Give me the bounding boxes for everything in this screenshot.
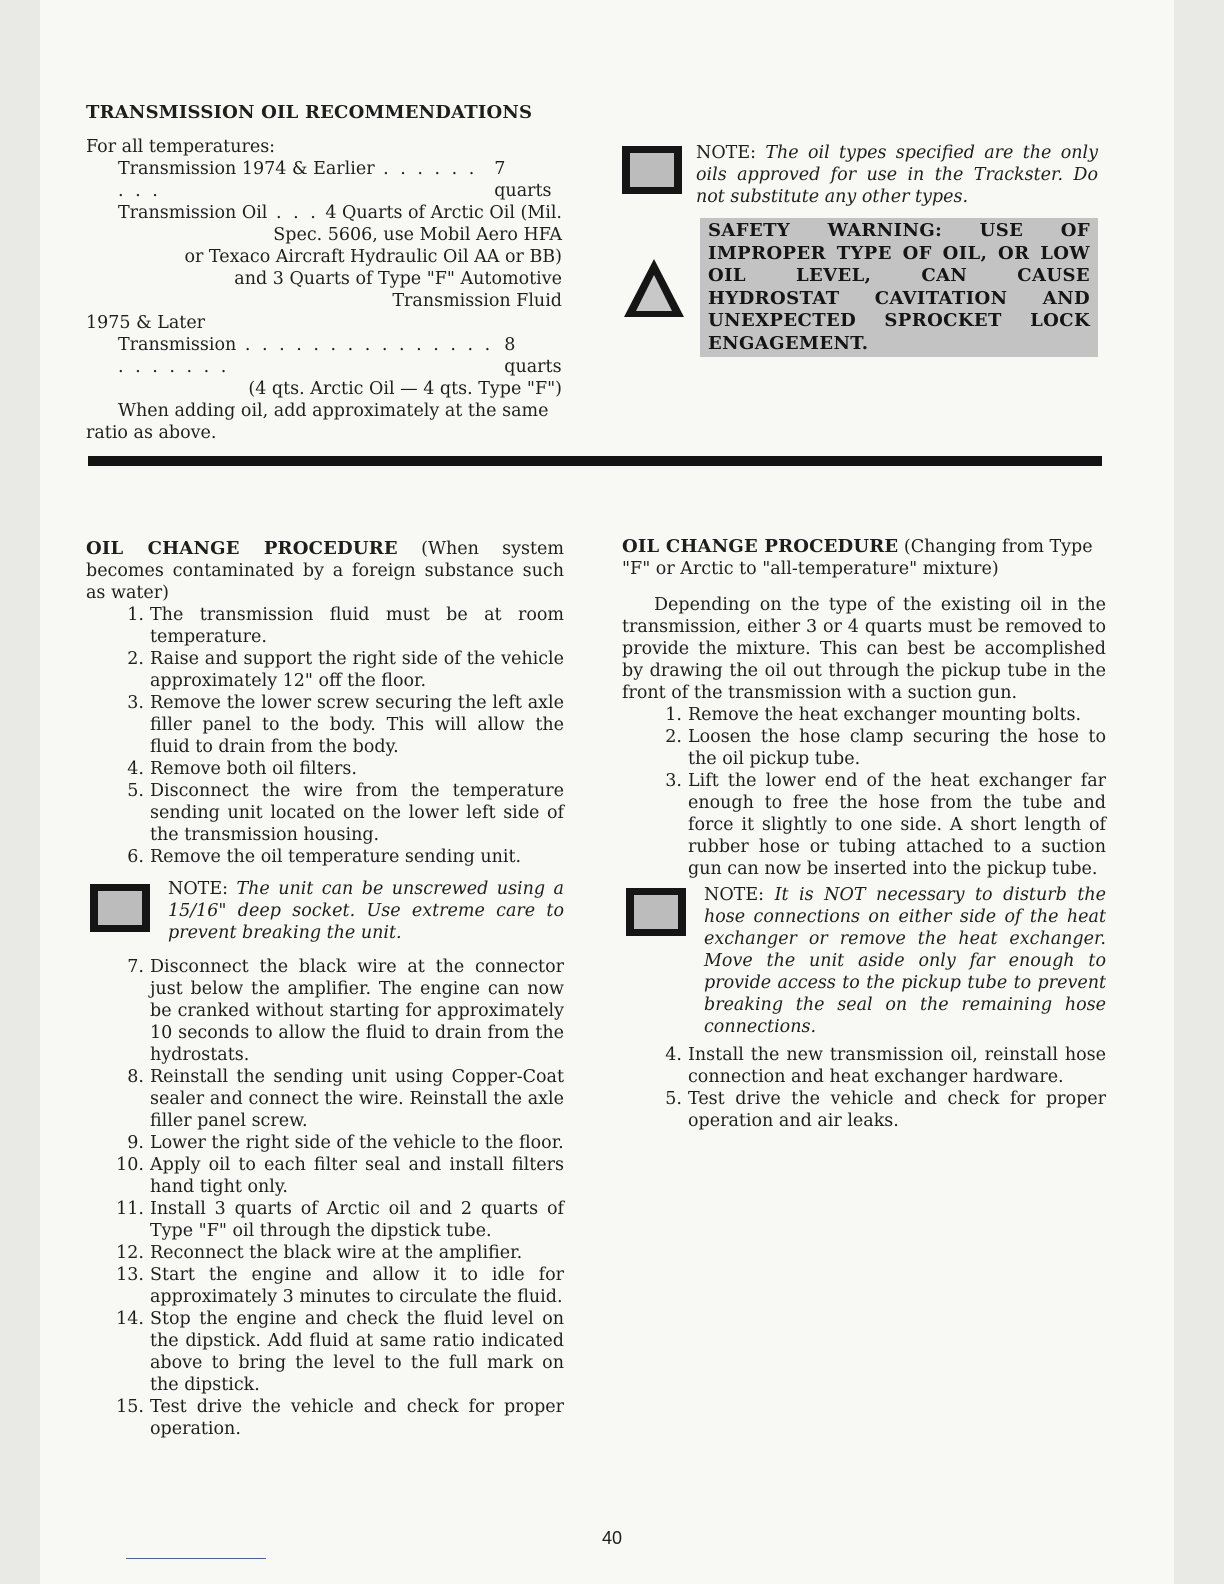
step-text: Reconnect the black wire at the amplifier. xyxy=(150,1243,523,1263)
procedure-subtitle: (Changing from Type "F" or Arctic to "all-temperature" mixture) xyxy=(622,537,1093,579)
spec-detail: or Texaco Aircraft Hydraulic Oil AA or BB) xyxy=(184,247,562,267)
step-number: 4. xyxy=(665,1045,682,1065)
oil-change-procedure-mixture xyxy=(622,536,1106,1132)
note-icon xyxy=(622,146,682,194)
note xyxy=(626,884,1106,1038)
spec-detail: (4 qts. Arctic Oil — 4 qts. Type "F") xyxy=(248,379,562,399)
spec-row-1975: Transmission . . . . . . . . . . . . . . . . . . . . . . 8 quarts xyxy=(118,335,562,377)
step-text: Raise and support the right side of the vehicle approximately 12" off the floor. xyxy=(150,649,564,691)
step-item xyxy=(622,726,1106,770)
step-item xyxy=(622,704,1106,726)
spec-detail: Transmission Fluid xyxy=(392,291,562,311)
step-text: Lower the right side of the vehicle to the floor. xyxy=(150,1133,564,1153)
step-item xyxy=(86,758,564,780)
adding-text-1: When adding oil, add approximately at the same xyxy=(118,401,549,421)
step-item xyxy=(86,846,564,868)
step-number: 13. xyxy=(116,1265,144,1285)
note-label: NOTE: xyxy=(696,143,766,163)
step-list xyxy=(86,604,564,868)
step-text: Remove the lower screw securing the left axle filler panel to the body. This will allow the fluid to drain from the body. xyxy=(150,693,564,757)
procedure-subtitle: (When system becomes contaminated by a foreign substance such as water) xyxy=(86,539,564,603)
step-number: 1. xyxy=(127,605,144,625)
step-item xyxy=(86,692,564,758)
step-list xyxy=(622,704,1106,880)
note-label: NOTE: xyxy=(168,879,237,899)
procedure-heading: OIL CHANGE PROCEDURE xyxy=(622,536,899,557)
spec-value: 7 quarts xyxy=(494,159,552,201)
step-number: 11. xyxy=(116,1199,144,1219)
note-text: It is NOT necessary to disturb the hose connections on either side of the heat exchanger or remove the heat exchanger. Move the unit aside only far enough to provide access to the pickup tube to prevent breaking the seal on the remaining hose connections. xyxy=(704,885,1106,1037)
adding-text-2: ratio as above. xyxy=(86,423,217,443)
step-item xyxy=(86,1264,564,1308)
step-text: Loosen the hose clamp securing the hose to the oil pickup tube. xyxy=(688,727,1106,769)
page-number: 40 xyxy=(601,1528,623,1548)
step-list xyxy=(86,956,564,1440)
step-list xyxy=(622,1044,1106,1132)
year-label: 1975 & Later xyxy=(86,313,206,333)
spec-value: 4 Quarts of Arctic Oil (Mil. xyxy=(325,203,562,223)
step-item xyxy=(86,1198,564,1242)
step-text: Install the new transmission oil, reinstall hose connection and heat exchanger hardware. xyxy=(688,1045,1106,1087)
step-text: Disconnect the black wire at the connector just below the amplifier. The engine can now be cranked without starting for approximately 10 seconds to allow the fluid to drain from the hydrostats. xyxy=(150,957,564,1065)
step-item xyxy=(86,780,564,846)
step-number: 15. xyxy=(116,1397,144,1417)
oil-change-procedure-contamination xyxy=(86,538,564,1440)
step-item xyxy=(86,956,564,1066)
step-item xyxy=(86,1308,564,1396)
procedure-heading: OIL CHANGE PROCEDURE xyxy=(86,538,398,559)
step-number: 5. xyxy=(665,1089,682,1109)
procedure-intro: Depending on the type of the existing oil in the transmission, either 3 or 4 quarts must be removed to provide the mixture. This can best be accomplished by drawing the oil out through the pickup tube in the front of the transmission with a suction gun. xyxy=(622,595,1106,703)
step-number: 1. xyxy=(665,705,682,725)
step-text: Remove both oil filters. xyxy=(150,759,357,779)
step-text: Apply oil to each filter seal and install filters hand tight only. xyxy=(150,1155,564,1197)
step-number: 12. xyxy=(116,1243,144,1263)
step-number: 5. xyxy=(127,781,144,801)
step-text: Test drive the vehicle and check for proper operation and air leaks. xyxy=(688,1089,1106,1131)
warning-text: SAFETY WARNING: USE OF IMPROPER TYPE OF OIL, OR LOW OIL LEVEL, CAN CAUSE HYDROSTAT CAVITATION AND UNEXPECTED SPROCKET LOCK ENGAGEMENT. xyxy=(700,218,1098,357)
step-number: 4. xyxy=(127,759,144,779)
note-label: NOTE: xyxy=(704,885,775,905)
step-item xyxy=(86,1242,564,1264)
spec-row-oil: Transmission Oil . . . 4 Quarts of Arctic Oil (Mil. xyxy=(118,203,562,223)
step-item xyxy=(622,1044,1106,1088)
step-text: Lift the lower end of the heat exchanger far enough to free the hose from the tube and force it slightly to one side. A short length of rubber hose or tubing attached to a suction gun can now be inserted into the pickup tube. xyxy=(688,771,1106,879)
step-number: 2. xyxy=(665,727,682,747)
note-text: The oil types specified are the only oils approved for use in the Trackster. Do not substitute any other types. xyxy=(696,143,1098,207)
step-item xyxy=(86,1396,564,1440)
intro-text: For all temperatures: xyxy=(86,137,276,157)
step-item xyxy=(86,604,564,648)
spec-detail: Spec. 5606, use Mobil Aero HFA xyxy=(273,225,562,245)
step-item xyxy=(622,770,1106,880)
step-text: Start the engine and allow it to idle for approximately 3 minutes to circulate the fluid. xyxy=(150,1265,564,1307)
step-text: Test drive the vehicle and check for proper operation. xyxy=(150,1397,564,1439)
step-text: Remove the oil temperature sending unit. xyxy=(150,847,522,867)
step-item xyxy=(86,648,564,692)
step-item xyxy=(622,1088,1106,1132)
step-number: 10. xyxy=(116,1155,144,1175)
oil-types-note-block xyxy=(622,142,1098,357)
transmission-oil-recommendations xyxy=(86,102,562,444)
step-number: 6. xyxy=(127,847,144,867)
note-text: The unit can be unscrewed using a 15/16" deep socket. Use extreme care to prevent breaking the unit. xyxy=(168,879,564,943)
footer-link-line xyxy=(126,1558,266,1559)
spec-label: Transmission 1974 & Earlier xyxy=(118,159,375,179)
step-number: 9. xyxy=(127,1133,144,1153)
note-icon xyxy=(626,888,686,936)
procedure-title xyxy=(86,538,564,604)
step-text: Install 3 quarts of Arctic oil and 2 quarts of Type "F" oil through the dipstick tube. xyxy=(150,1199,564,1241)
step-number: 3. xyxy=(127,693,144,713)
step-number: 2. xyxy=(127,649,144,669)
step-number: 8. xyxy=(127,1067,144,1087)
spec-detail: and 3 Quarts of Type "F" Automotive xyxy=(234,269,562,289)
step-item xyxy=(86,1066,564,1132)
step-text: Reinstall the sending unit using Copper-Coat sealer and connect the wire. Reinstall the axle filler panel screw. xyxy=(150,1067,564,1131)
step-item xyxy=(86,1132,564,1154)
warning-triangle-icon xyxy=(622,257,686,319)
note xyxy=(90,878,564,944)
spec-label: Transmission xyxy=(118,335,237,355)
step-item xyxy=(86,1154,564,1198)
safety-warning xyxy=(622,218,1098,357)
step-text: Stop the engine and check the fluid level on the dipstick. Add fluid at same ratio indicated above to bring the level to the full mark on the dipstick. xyxy=(150,1309,564,1395)
spec-row-1974: Transmission 1974 & Earlier . . . . . . . . . 7 quarts xyxy=(86,158,562,202)
procedure-title xyxy=(622,536,1106,580)
step-text: Disconnect the wire from the temperature sending unit located on the lower left side of the transmission housing. xyxy=(150,781,564,845)
step-text: The transmission fluid must be at room temperature. xyxy=(150,605,564,647)
section-divider xyxy=(88,456,1102,466)
step-number: 7. xyxy=(127,957,144,977)
step-text: Remove the heat exchanger mounting bolts. xyxy=(688,705,1082,725)
note-icon xyxy=(90,884,150,932)
step-number: 3. xyxy=(665,771,682,791)
section-heading: TRANSMISSION OIL RECOMMENDATIONS xyxy=(86,102,533,123)
note xyxy=(622,142,1098,208)
step-number: 14. xyxy=(116,1309,144,1329)
spec-value: 8 quarts xyxy=(504,335,562,377)
spec-label: Transmission Oil xyxy=(118,203,268,223)
